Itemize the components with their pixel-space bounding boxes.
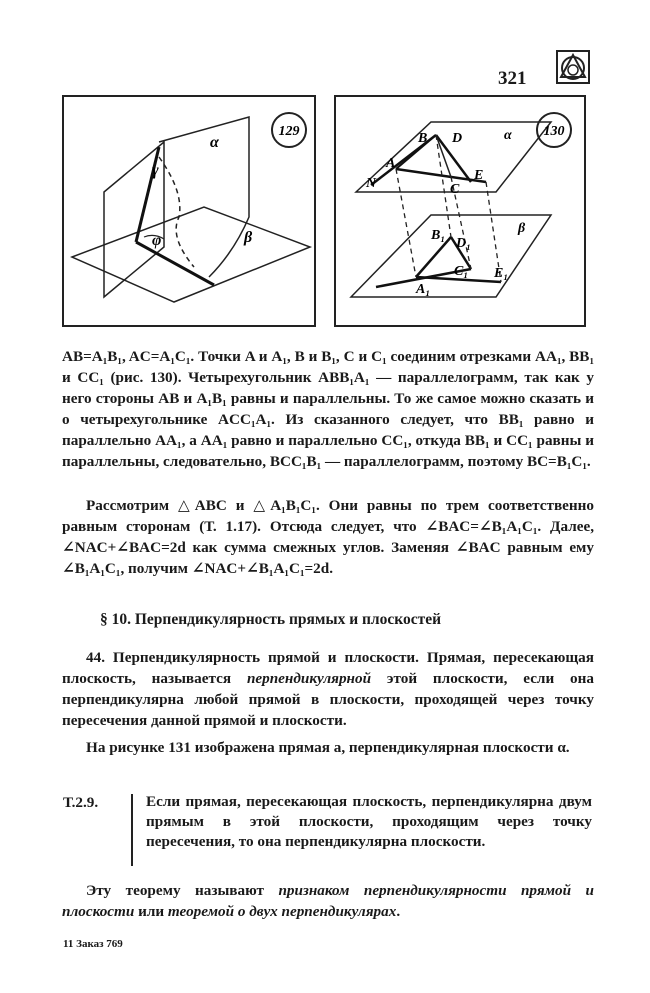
label-B: B	[418, 131, 428, 146]
figure-129	[62, 95, 316, 327]
label-phi: φ	[152, 232, 162, 249]
p3-text-a: Прямая, пересекающая плоскость, называется	[62, 649, 594, 687]
label-alpha: α	[504, 128, 512, 143]
label-D: D	[452, 131, 463, 146]
triangle-circle-logo-icon	[556, 50, 590, 84]
paragraph-5	[62, 880, 594, 922]
paragraph-1	[62, 346, 594, 472]
p3-text-b: этой плоскости, если она перпендикулярна любой прямой в плоскости, проходящей через точку пересечения данной прямой и плоскости.	[62, 670, 594, 729]
label-D1: D₁	[456, 236, 471, 251]
paragraph-2-text: Рассмотрим △ABC и △A₁B₁C₁. Они равны по трем соответственно равным сторонам (Т. 1.17). Отсюда следует, что ∠BAC=∠B₁A₁C₁. Далее, ∠NAC+∠BAC=2d как сумма смежных углов. Заменяя ∠BAC равным ему ∠B₁A₁C₁, получим ∠NAC+∠B₁A₁C₁=2d.	[62, 497, 594, 577]
label-beta: β	[518, 221, 526, 236]
label-N: N	[366, 176, 377, 191]
paragraph-4-text: На рисунке 131 изображена прямая a, перпендикулярная плоскости α.	[86, 739, 570, 756]
figure-number-130: 130	[543, 124, 565, 139]
label-beta: β	[244, 229, 253, 246]
p5-text-a: Эту теорему называют	[86, 882, 279, 899]
p5-italic-1: признаком перпендикулярности прямой и плоскости	[62, 882, 594, 920]
plane-beta	[72, 207, 310, 302]
label-A: A	[386, 156, 396, 171]
paragraph-4	[62, 737, 594, 758]
p5-italic-2: теоремой о двух перпендикулярах	[167, 903, 397, 920]
paragraph-1-text: AB=A₁B₁, AC=A₁C₁. Точки A и A₁, B и B₁, C и C₁ соединим отрезками AA₁, BB₁ и CC₁ (рис. 130). Четырехугольник ABB₁A₁ — параллелограмм, так как у него стороны AB и A₁B₁ равны и параллельны. То же самое можно сказать и о четырехугольнике ACC₁A₁. Из сказанного следует, что BB₁ равно и параллельно AA₁, а AA₁ равно и параллельно CC₁, откуда BB₁ и CC₁ равны и параллельны, следовательно, BCC₁B₁ — параллелограмм, поэтому BC=B₁C₁.	[62, 348, 594, 470]
term-perpendicular: перпендикулярной	[246, 670, 372, 687]
label-A1: A₁	[416, 282, 431, 297]
page-number: 321	[498, 68, 527, 89]
section-heading: § 10. Перпендикулярность прямых и плоскостей	[100, 611, 442, 628]
label-gamma: γ	[152, 162, 159, 179]
item-44-lead: 44. Перпендикулярность прямой и плоскости.	[86, 649, 419, 666]
theorem-text: Если прямая, пересекающая плоскость, перпендикулярна двум прямым в этой плоскости, проходящим через точку пересечения, то она перпендикулярна плоскости.	[146, 793, 592, 850]
label-alpha: α	[210, 134, 219, 151]
label-C1: C₁	[454, 264, 469, 279]
label-C: C	[450, 182, 460, 197]
label-E1: E₁	[494, 266, 509, 281]
figure-number-129: 129	[278, 124, 300, 139]
label-B1: B₁	[431, 228, 446, 243]
theorem-bar	[131, 794, 133, 866]
plane-alpha	[159, 117, 249, 277]
p5-text-c: .	[396, 903, 401, 920]
paragraph-3	[62, 647, 594, 731]
label-E: E	[474, 168, 484, 183]
theorem-label: Т.2.9.	[63, 794, 99, 811]
figure-130	[334, 95, 586, 327]
footer-note: 11 Заказ 769	[63, 938, 123, 950]
p5-text-b: или	[134, 903, 168, 920]
paragraph-2	[62, 495, 594, 579]
